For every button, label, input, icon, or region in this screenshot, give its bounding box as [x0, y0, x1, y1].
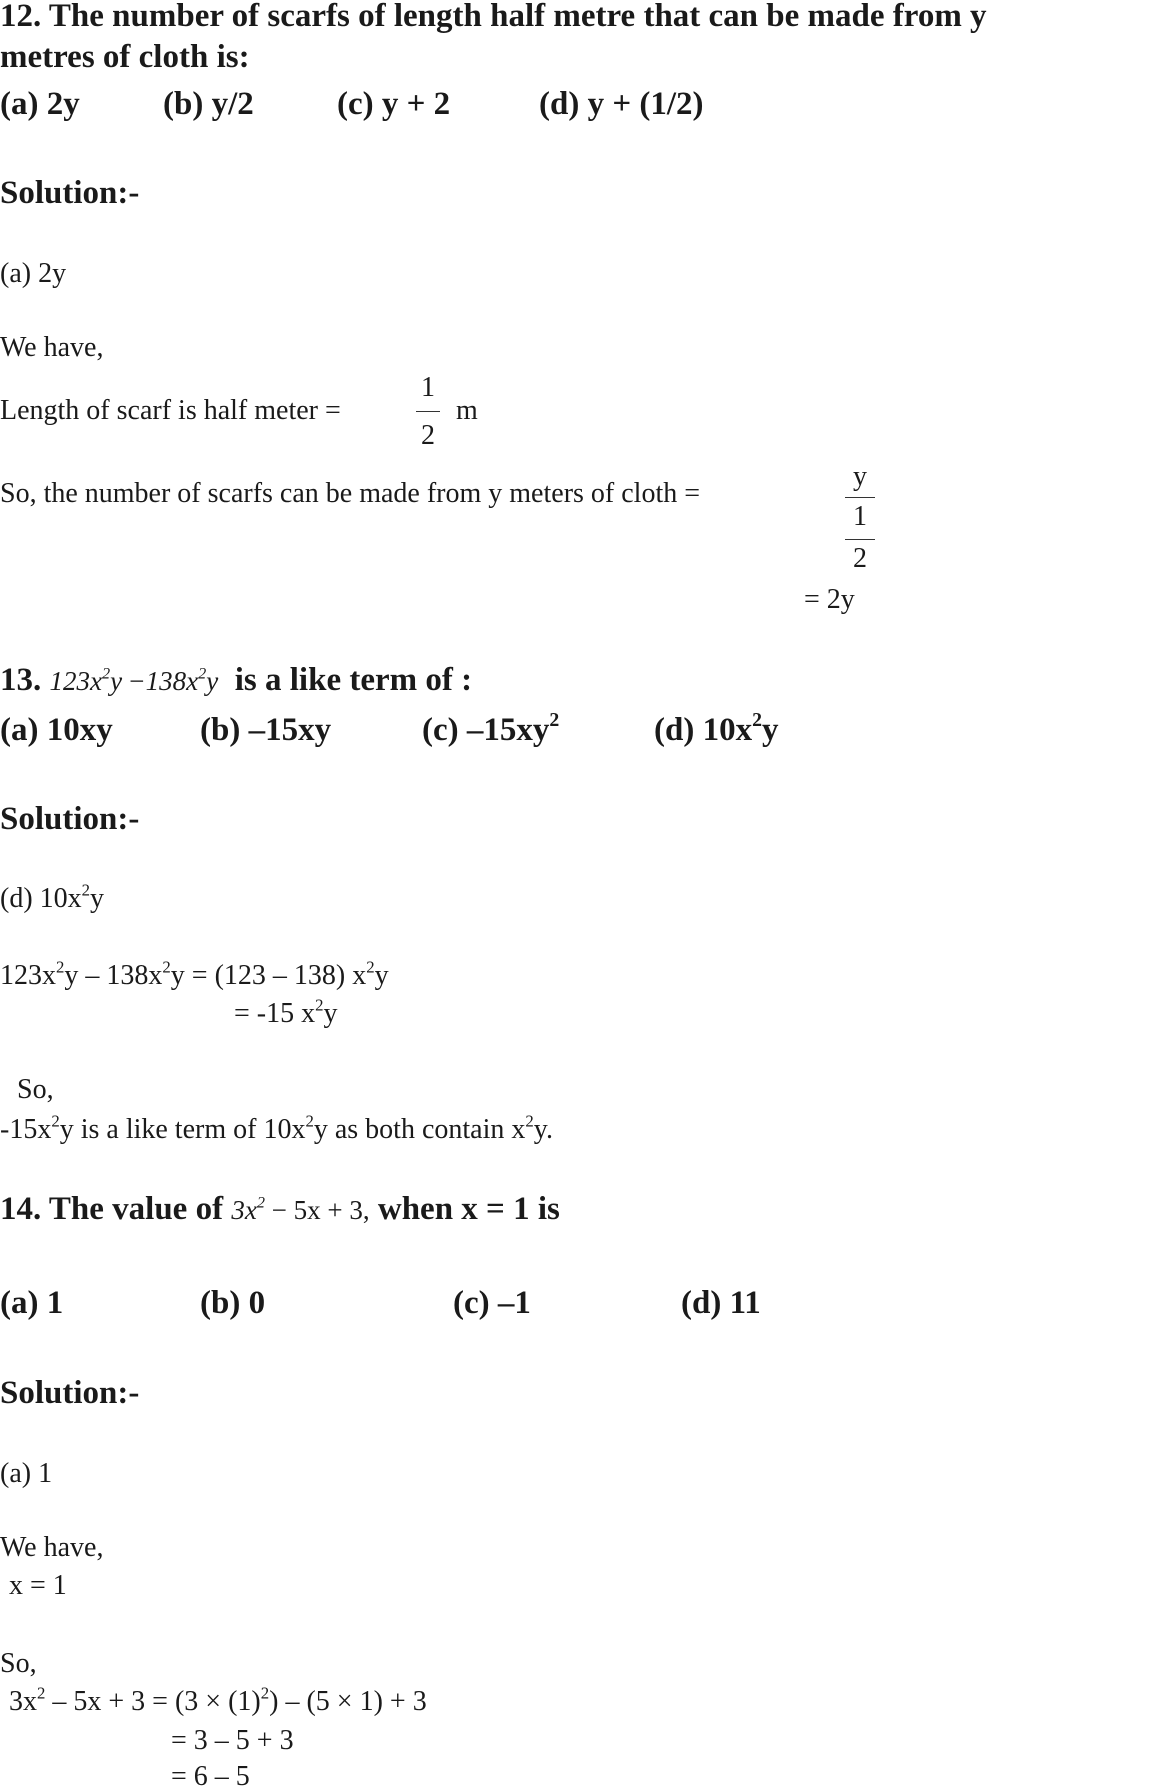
exponent: 2 [101, 664, 111, 683]
q14-solution-label: Solution:- [0, 1375, 140, 1411]
q14-option-d: (d) 11 [681, 1285, 761, 1321]
exponent: 2 [315, 995, 324, 1015]
q14-option-b: (b) 0 [200, 1285, 266, 1321]
fraction-bar [845, 539, 875, 540]
q14-expression [231, 1195, 369, 1225]
q12-length-unit: m [456, 395, 478, 426]
text: y as both contain x [313, 1114, 526, 1145]
q14-step1 [9, 1683, 427, 1717]
text: y. [533, 1114, 553, 1145]
fraction-bar [416, 411, 440, 412]
option-text: (c) –15xy [422, 712, 550, 748]
q12-question-line1: 12. The number of scarfs of length half metre that can be made from y [0, 0, 987, 34]
q13-number: 13. [0, 662, 42, 698]
q13-option-d [654, 709, 779, 748]
exponent: 2 [256, 1193, 265, 1212]
q12-option-c: (c) y + 2 [337, 86, 451, 122]
exponent: 2 [162, 957, 171, 977]
q13-text: is a like term of : [234, 662, 473, 698]
expr-part: − 5x + 3, [264, 1195, 370, 1225]
q14-step2: = 3 – 5 + 3 [171, 1725, 294, 1756]
q12-length-denominator: 2 [421, 420, 435, 451]
exponent: 2 [198, 664, 207, 683]
q12-frac-top: y [853, 461, 867, 492]
option-text: (a) 10xy [0, 712, 113, 748]
exponent: 2 [81, 880, 91, 900]
text: (d) 10x [0, 883, 82, 914]
q13-option-a [0, 714, 113, 747]
fraction-bar [845, 497, 875, 498]
expr-part: y −138x [110, 666, 199, 696]
text: ) – (5 × 1) + 3 [269, 1686, 427, 1717]
expr-part: 123x [49, 666, 102, 696]
exponent: 2 [366, 957, 375, 977]
q14-option-c: (c) –1 [453, 1285, 531, 1321]
exponent: 2 [305, 1111, 314, 1131]
q14-step3: = 6 – 5 [171, 1761, 250, 1792]
exponent: 2 [752, 709, 762, 732]
q13-expression [50, 666, 219, 696]
q13-solution-label: Solution:- [0, 801, 140, 837]
exponent: 2 [260, 1683, 270, 1703]
q14-question [0, 1193, 560, 1226]
text: y = (123 – 138) x [170, 960, 367, 991]
text: y is a like term of 10x [59, 1114, 306, 1145]
q13-option-c [422, 709, 560, 748]
q13-conclusion [0, 1111, 553, 1145]
text: = -15 x [234, 998, 316, 1029]
text: when x = 1 is [377, 1191, 560, 1227]
q12-question-line2: metres of cloth is: [0, 39, 250, 75]
option-text: (b) –15xy [200, 712, 332, 748]
exponent: 2 [525, 1111, 534, 1131]
option-text: (d) 10x [654, 712, 753, 748]
q13-step1 [0, 957, 389, 991]
exponent: 2 [549, 709, 560, 732]
q12-option-d: (d) y + (1/2) [539, 86, 704, 122]
q14-we-have: We have, [0, 1532, 104, 1563]
exponent: 2 [51, 1111, 60, 1131]
q13-option-b [200, 714, 331, 747]
exponent: 2 [37, 1683, 46, 1703]
q12-frac-den: 2 [853, 543, 867, 574]
exponent: 2 [56, 957, 65, 977]
text: 14. The value of [0, 1191, 224, 1227]
q13-answer [0, 880, 105, 914]
text: y – 138x [64, 960, 163, 991]
expr-part: 3x [231, 1195, 257, 1225]
q14-so: So, [0, 1648, 37, 1679]
q12-frac-num: 1 [853, 501, 867, 532]
q12-length-text: Length of scarf is half meter = [0, 395, 341, 426]
text: y [323, 998, 338, 1029]
q13-question [0, 664, 472, 697]
q12-number-text: So, the number of scarfs can be made from y meters of cloth = [0, 478, 701, 509]
q12-length-numerator: 1 [421, 372, 435, 403]
q12-option-a: (a) 2y [0, 86, 80, 122]
text: y [374, 960, 389, 991]
text: -15x [0, 1114, 52, 1145]
expr-part: y [206, 666, 219, 696]
q13-so: So, [17, 1074, 54, 1105]
q14-given: x = 1 [9, 1570, 67, 1601]
text: 123x [0, 960, 56, 991]
q12-answer: (a) 2y [0, 258, 67, 289]
option-text: y [761, 712, 779, 748]
q13-step2 [234, 995, 338, 1029]
q14-option-a: (a) 1 [0, 1285, 64, 1321]
text: y [90, 883, 105, 914]
q12-solution-label: Solution:- [0, 175, 140, 211]
q12-we-have: We have, [0, 332, 104, 363]
q14-answer: (a) 1 [0, 1458, 53, 1489]
text: 3x [9, 1686, 37, 1717]
q12-result: = 2y [804, 584, 855, 615]
q12-option-b: (b) y/2 [163, 86, 254, 122]
text: – 5x + 3 = (3 × (1) [45, 1686, 261, 1717]
